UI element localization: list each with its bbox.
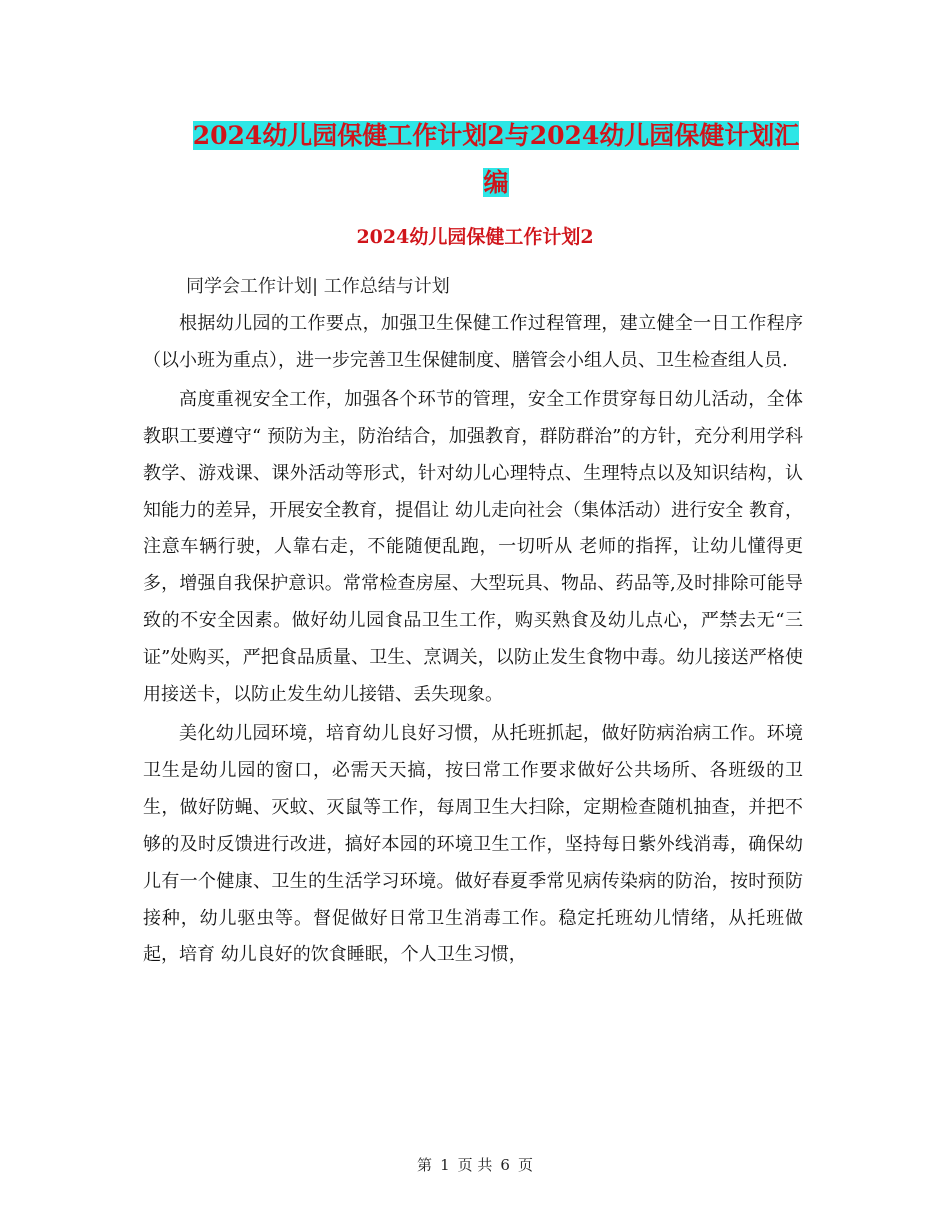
paragraph-3: 美化幼儿园环境，培育幼儿良好习惯，从托班抓起，做好防病治病工作。环境卫生是幼儿园的窗口，必需天天搞，按曰常工作要求做好公共场所、各班级的卫生，做好防蝇、灭蚊、灭鼠等工作，每周卫生大扫除，定期检查随机抽查，并把不够的及时反馈进行改进，搞好本园的环境卫生工作，坚持每日紫外线消毒，确保幼儿有一个健康、卫生的生活学习环境。做好春夏季常见病传染病的防治，按时预防接种，幼儿驱虫等。督促做好日常卫生消毒工作。稳定托班幼儿情绪，从托班做起，培育 幼儿良好的饮食睡眠，个人卫生习惯，	[143, 722, 803, 966]
document-title	[186, 112, 806, 206]
section-title: 2024幼儿园保健工作计划2	[356, 226, 594, 248]
document-body	[143, 306, 803, 976]
breadcrumb: 同学会工作计划| 工作总结与计划	[186, 276, 450, 297]
footer-middle: 页 共	[457, 1156, 493, 1174]
paragraph-2: 高度重视安全工作，加强各个环节的管理，安全工作贯穿每日幼儿活动，全体教职工要遵守“ 预防为主，防治结合，加强教育，群防群治”的方针，充分利用学科教学、游戏课、课外活动等形式，针对幼儿心理特点、生理特点以及知识结构，认知能力的差异，开展安全教育，提倡让 幼儿走向社会（集体活动）进行安全 教育，注意车辆行驶，人靠右走，不能随便乱跑，一切听从 老师的指挥，让幼儿懂得更多，增强自我保护意识。常常检查房屋、大型玩具、物品、药品等,及时排除可能导致的不安全因素。做好幼儿园食品卫生工作，购买熟食及幼儿点心，严禁去无“三证”处购买，严把食品质量、卫生、烹调关，以防止发生食物中毒。幼儿接送严格使用接送卡，以防止发生幼儿接错、丢失现象。	[143, 388, 803, 706]
paragraph-1: 根据幼儿园的工作要点，加强卫生保健工作过程管理，建立健全一日工作程序（以小班为重点），进一步完善卫生保健制度、膳管会小组人员、卫生检查组人员.	[143, 313, 803, 371]
footer-suffix: 页	[517, 1156, 533, 1174]
page-footer	[0, 1154, 950, 1175]
document-title-text: 2024幼儿园保健工作计划2与2024幼儿园保健计划汇编	[192, 121, 800, 197]
footer-total-pages: 6	[500, 1156, 510, 1174]
footer-prefix: 第	[417, 1156, 433, 1174]
footer-page-number: 1	[440, 1156, 450, 1174]
